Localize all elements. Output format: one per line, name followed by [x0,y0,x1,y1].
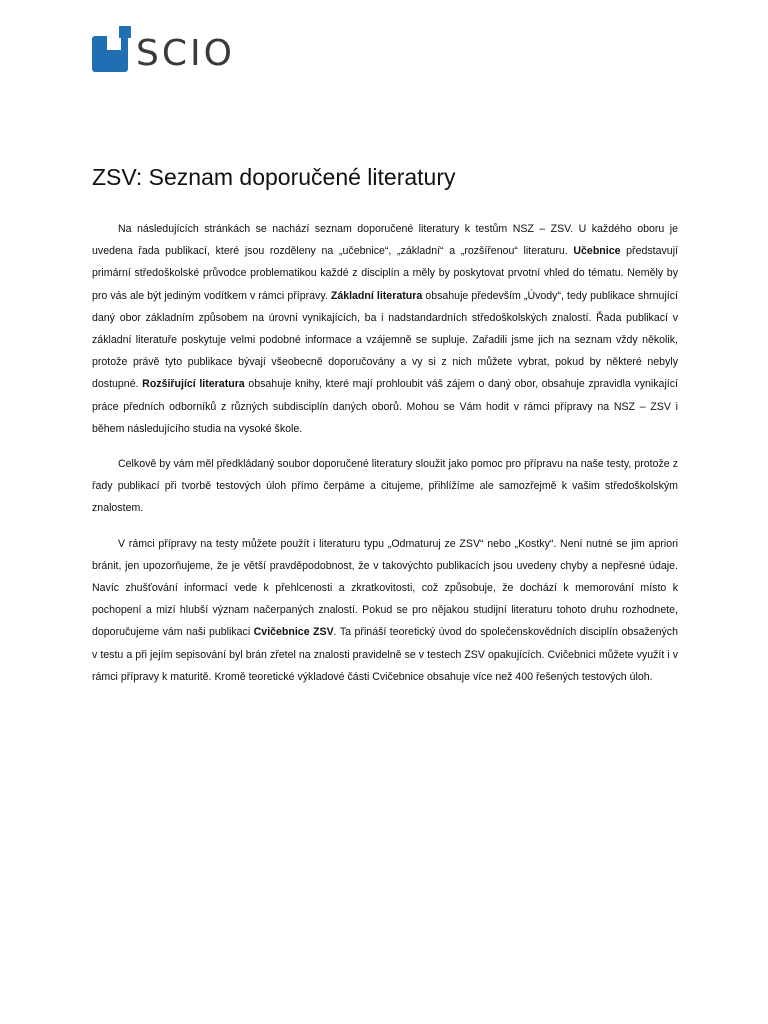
intro-text-4: obsahuje knihy, které mají prohloubit váš zájem o daný obor, obsahuje zpravidla vynikající práce předních odborníků z různých subdisciplín daných oborů. Mohou se Vám hodit v rámci přípravy na NSZ – ZSV i během následujícího studia na vysoké škole. [92,378,678,435]
paragraph-other-literature [92,533,678,688]
intro-text-3: obsahuje především „Úvody“, tedy publikace shrnující daný obor základním způsobem na úrovni vynikajících, ba i nadstandardních středoškolských znalostí. Řada publikací v základní literatuře poskytuje velmi podobné informace a vzájemně se supluje. Zařadili jsme jich na seznam vždy několik, protože právě tyto publikace bývají všeobecně doporučovány a vy si z nich můžete vybrat, pokud by některé nebyly dostupné. [92,289,678,391]
paragraph-purpose [92,453,678,520]
term-cvicebnice-zsv: Cvičebnice ZSV [253,626,334,639]
other-text-2: . Ta přináší teoretický úvod do společenskovědních disciplín obsažených v testu a při jejím sepisování byl brán zřetel na znalosti pravidelně se v testech ZSV opakujících. Cvičebnici můžete využít i v rámci přípravy k maturitě. Kromě teoretické výkladové části Cvičebnice obsahuje více než 400 řešených testových úloh. [92,626,678,683]
document-body [92,218,678,701]
intro-text-2: představují primární středoškolské průvodce problematikou každé z disciplín a měly by poskytovat prvotní vhled do tématu. Neměly by pro vás ale být jediným vodítkem v rámci přípravy. [92,245,678,302]
purpose-text: Celkově by vám měl předkládaný soubor doporučené literatury sloužit jako pomoc pro přípravu na naše testy, protože z řady publikací při tvorbě testových úloh přímo čerpáme a citujeme, přihlížíme ale samozřejmě k vašim středoškolským znalostem. [92,458,678,515]
scio-logo-icon [92,26,128,72]
term-ucebnice: Učebnice [573,245,621,258]
intro-text-1: Na následujících stránkách se nachází seznam doporučené literatury k testům NSZ – ZSV. U každého oboru je uvedena řada publikací, které jsou rozděleny na „učebnice“, „základní“ a „rozšířenou“ literaturu. [92,223,678,258]
scio-logo [92,26,235,72]
paragraph-intro [92,218,678,440]
term-rozsirujici-literatura: Rozšiřující literatura [142,378,245,391]
other-text-1: V rámci přípravy na testy můžete použít i literaturu typu „Odmaturuj ze ZSV“ nebo „Kostky“. Není nutné se jim apriori bránit, jen upozorňujeme, že je větší pravděpodobnost, že v takovýchto publikacích jsou uvedeny chyby a nepřesné údaje. Navíc zhušťování informací vede k přehlcenosti a zkratkovitosti, což způsobuje, že dochází k memorování místo k pochopení a mizí hlubší význam načerpaných znalostí. Pokud se pro nějakou studijní literaturu tohoto druhu rozhodnete, doporučujeme vám naši publikaci [92,537,678,639]
page-title: ZSV: Seznam doporučené literatury [92,164,456,190]
term-zakladni-literatura: Základní literatura [330,289,423,302]
logo-text: SCIO [136,33,235,74]
